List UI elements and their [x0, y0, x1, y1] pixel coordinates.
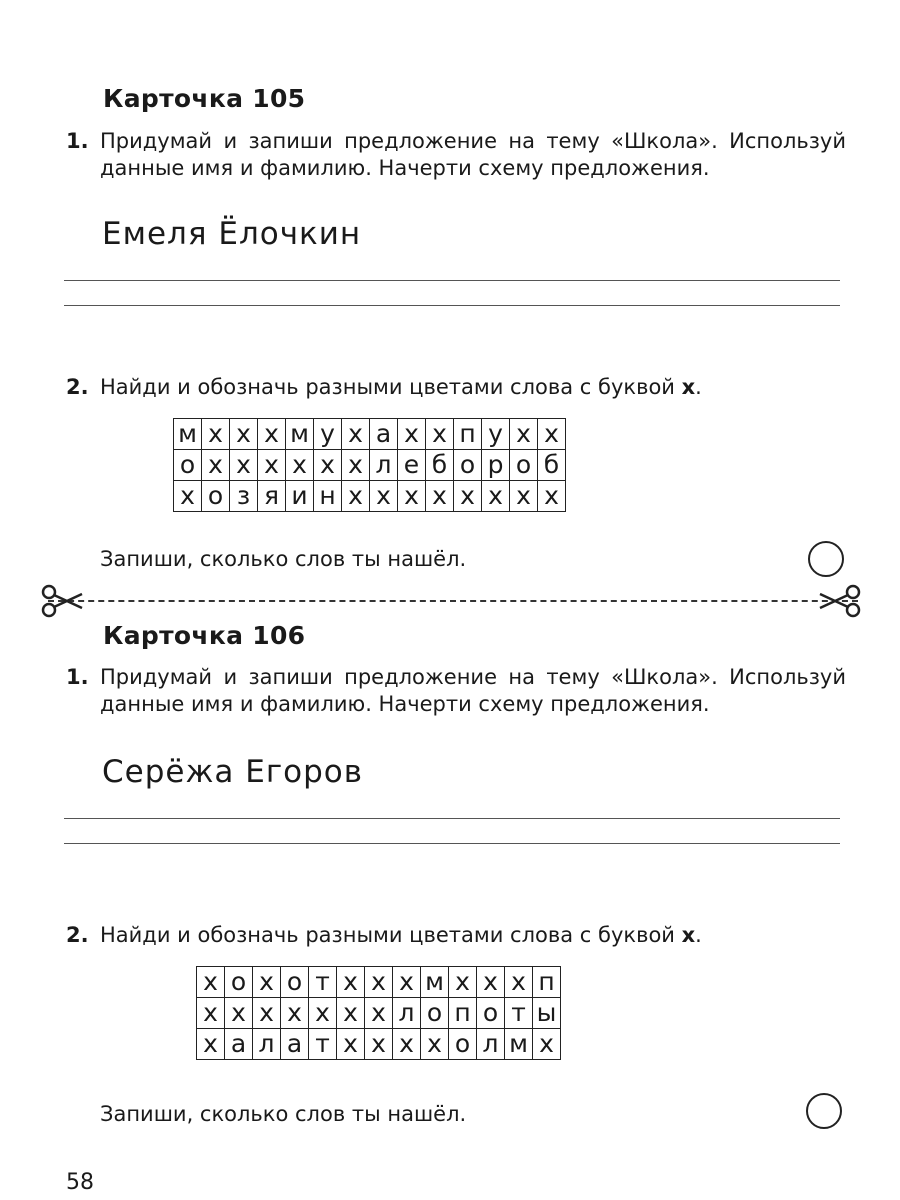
task-text-body: Найди и обозначь разными цветами слова с буквой	[100, 375, 682, 399]
grid-cell[interactable]: х	[505, 967, 533, 998]
grid-cell[interactable]: е	[398, 450, 426, 481]
grid-cell[interactable]: л	[253, 1029, 281, 1060]
grid-cell[interactable]: х	[337, 1029, 365, 1060]
grid-cell[interactable]: м	[505, 1029, 533, 1060]
grid-cell[interactable]: х	[454, 481, 482, 512]
task-number: 1.	[66, 665, 89, 689]
grid-cell[interactable]: я	[258, 481, 286, 512]
writing-line[interactable]	[64, 280, 840, 281]
grid-cell[interactable]: х	[337, 967, 365, 998]
grid-cell[interactable]: а	[370, 419, 398, 450]
letter-grid	[196, 966, 561, 1060]
grid-cell[interactable]: п	[454, 419, 482, 450]
grid-cell[interactable]: х	[398, 481, 426, 512]
answer-circle[interactable]	[808, 541, 844, 577]
grid-cell[interactable]: х	[426, 419, 454, 450]
grid-cell[interactable]: о	[449, 1029, 477, 1060]
grid-cell[interactable]: п	[533, 967, 561, 998]
grid-cell[interactable]: х	[370, 481, 398, 512]
task-text-body: Найди и обозначь разными цветами слова с буквой	[100, 923, 682, 947]
grid-cell[interactable]: х	[342, 481, 370, 512]
task-1	[66, 664, 846, 718]
grid-cell[interactable]: х	[421, 1029, 449, 1060]
grid-cell[interactable]: т	[309, 1029, 337, 1060]
grid-cell[interactable]: х	[365, 967, 393, 998]
grid-cell[interactable]: х	[225, 998, 253, 1029]
grid-cell[interactable]: о	[421, 998, 449, 1029]
grid-cell[interactable]: м	[421, 967, 449, 998]
scissors-icon	[818, 584, 862, 618]
grid-cell[interactable]: х	[230, 419, 258, 450]
grid-cell[interactable]: х	[258, 419, 286, 450]
grid-cell[interactable]: о	[174, 450, 202, 481]
grid-cell[interactable]: х	[258, 450, 286, 481]
answer-prompt: Запиши, сколько слов ты нашёл.	[100, 547, 467, 571]
grid-cell[interactable]: у	[314, 419, 342, 450]
grid-cell[interactable]: а	[225, 1029, 253, 1060]
grid-cell[interactable]: х	[174, 481, 202, 512]
task-text	[100, 374, 846, 401]
grid-cell[interactable]: х	[286, 450, 314, 481]
task-number: 1.	[66, 129, 89, 153]
grid-cell[interactable]: х	[365, 1029, 393, 1060]
grid-cell[interactable]: о	[454, 450, 482, 481]
grid-cell[interactable]: б	[426, 450, 454, 481]
task-2	[66, 922, 846, 949]
task-text: Придумай и запиши предложение на тему «Школа». Используй данные имя и фамилию. Начерти схему предложения.	[100, 129, 846, 180]
grid-row	[174, 450, 566, 481]
answer-prompt: Запиши, сколько слов ты нашёл.	[100, 1102, 467, 1126]
grid-row	[197, 967, 561, 998]
grid-cell[interactable]: х	[253, 967, 281, 998]
grid-cell[interactable]: х	[538, 481, 566, 512]
grid-cell[interactable]: р	[482, 450, 510, 481]
grid-cell[interactable]: х	[202, 450, 230, 481]
task-2	[66, 374, 846, 401]
grid-cell[interactable]: о	[477, 998, 505, 1029]
writing-line[interactable]	[64, 305, 840, 306]
grid-row	[174, 419, 566, 450]
grid-cell[interactable]: х	[365, 998, 393, 1029]
grid-cell[interactable]: х	[426, 481, 454, 512]
grid-cell[interactable]: х	[533, 1029, 561, 1060]
grid-cell[interactable]: ы	[533, 998, 561, 1029]
grid-cell[interactable]: х	[342, 419, 370, 450]
grid-cell[interactable]: м	[286, 419, 314, 450]
grid-cell[interactable]: у	[482, 419, 510, 450]
grid-cell[interactable]: т	[309, 967, 337, 998]
grid-cell[interactable]: х	[281, 998, 309, 1029]
grid-cell[interactable]: п	[449, 998, 477, 1029]
card-title: Карточка 106	[103, 621, 306, 650]
grid-row	[197, 1029, 561, 1060]
grid-cell[interactable]: о	[510, 450, 538, 481]
task-letter: х	[681, 375, 696, 399]
given-name: Емеля Ёлочкин	[102, 216, 362, 252]
page-number: 58	[66, 1170, 94, 1195]
grid-cell[interactable]: н	[314, 481, 342, 512]
grid-cell[interactable]: х	[510, 481, 538, 512]
grid-cell[interactable]: х	[197, 998, 225, 1029]
grid-cell[interactable]: х	[202, 419, 230, 450]
grid-cell[interactable]: и	[286, 481, 314, 512]
task-period: .	[695, 375, 702, 399]
grid-cell[interactable]: б	[538, 450, 566, 481]
answer-circle[interactable]	[806, 1093, 842, 1129]
grid-cell[interactable]: л	[370, 450, 398, 481]
grid-cell[interactable]: х	[393, 967, 421, 998]
grid-cell[interactable]: о	[225, 967, 253, 998]
task-period: .	[695, 923, 702, 947]
grid-cell[interactable]: о	[281, 967, 309, 998]
grid-cell[interactable]: т	[505, 998, 533, 1029]
writing-line[interactable]	[64, 818, 840, 819]
task-text	[100, 922, 846, 949]
task-letter: х	[681, 923, 696, 947]
grid-cell[interactable]: з	[230, 481, 258, 512]
grid-cell[interactable]: х	[393, 1029, 421, 1060]
grid-cell[interactable]: л	[393, 998, 421, 1029]
grid-cell[interactable]: а	[281, 1029, 309, 1060]
grid-cell[interactable]: х	[309, 998, 337, 1029]
grid-cell[interactable]: м	[174, 419, 202, 450]
grid-row	[197, 998, 561, 1029]
grid-cell[interactable]: л	[477, 1029, 505, 1060]
grid-row	[174, 481, 566, 512]
grid-cell[interactable]: х	[197, 1029, 225, 1060]
task-number: 2.	[66, 923, 89, 947]
grid-cell[interactable]: о	[202, 481, 230, 512]
grid-cell[interactable]: х	[337, 998, 365, 1029]
grid-cell[interactable]: х	[314, 450, 342, 481]
grid-cell[interactable]: х	[197, 967, 225, 998]
grid-cell[interactable]: х	[253, 998, 281, 1029]
grid-cell[interactable]: х	[449, 967, 477, 998]
grid-cell[interactable]: х	[230, 450, 258, 481]
grid-cell[interactable]: х	[477, 967, 505, 998]
grid-cell[interactable]: х	[482, 481, 510, 512]
cut-line	[48, 600, 858, 602]
task-number: 2.	[66, 375, 89, 399]
grid-cell[interactable]: х	[342, 450, 370, 481]
card-title: Карточка 105	[103, 84, 306, 113]
grid-cell[interactable]: х	[538, 419, 566, 450]
scissors-icon	[40, 584, 84, 618]
grid-cell[interactable]: х	[510, 419, 538, 450]
letter-grid	[173, 418, 566, 512]
grid-cell[interactable]: х	[398, 419, 426, 450]
given-name: Серёжа Егоров	[102, 754, 363, 790]
task-1	[66, 128, 846, 182]
task-text: Придумай и запиши предложение на тему «Школа». Используй данные имя и фамилию. Начерти схему предложения.	[100, 665, 846, 716]
writing-line[interactable]	[64, 843, 840, 844]
